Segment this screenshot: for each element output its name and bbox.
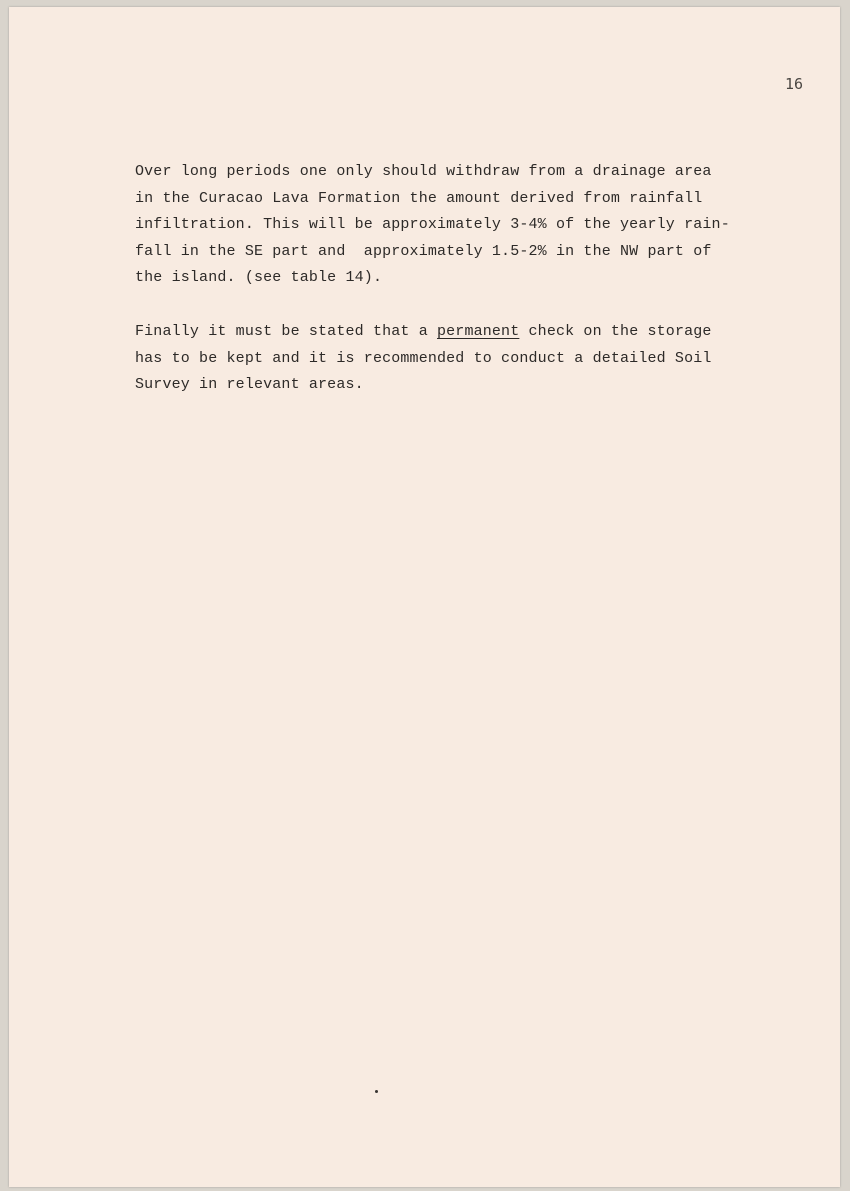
paragraph-line bbox=[135, 319, 795, 346]
paragraph-line: in the Curacao Lava Formation the amount derived from rainfall bbox=[135, 189, 703, 207]
line-text: check on the storage bbox=[519, 323, 712, 340]
paragraph-line: fall in the SE part and approximately 1.5-2% in the NW part of bbox=[135, 242, 712, 260]
paragraph-line: Survey in relevant areas. bbox=[135, 376, 364, 393]
paragraph-rainfall-infiltration bbox=[135, 159, 795, 292]
paragraph-line: Over long periods one only should withdraw from a drainage area bbox=[135, 163, 712, 180]
paragraph-line: has to be kept and it is recommended to conduct a detailed Soil bbox=[135, 349, 712, 367]
underlined-word: permanent bbox=[437, 323, 520, 340]
paragraph-line: the island. (see table 14). bbox=[135, 269, 383, 286]
paragraph-line: infiltration. This will be approximately 3-4% of the yearly rain- bbox=[135, 216, 730, 233]
ink-dot bbox=[375, 1090, 378, 1093]
page-number: 16 bbox=[785, 75, 804, 93]
document-page bbox=[9, 7, 840, 1187]
line-text: Finally it must be stated that a bbox=[135, 323, 437, 340]
paragraph-storage-check bbox=[135, 319, 795, 399]
